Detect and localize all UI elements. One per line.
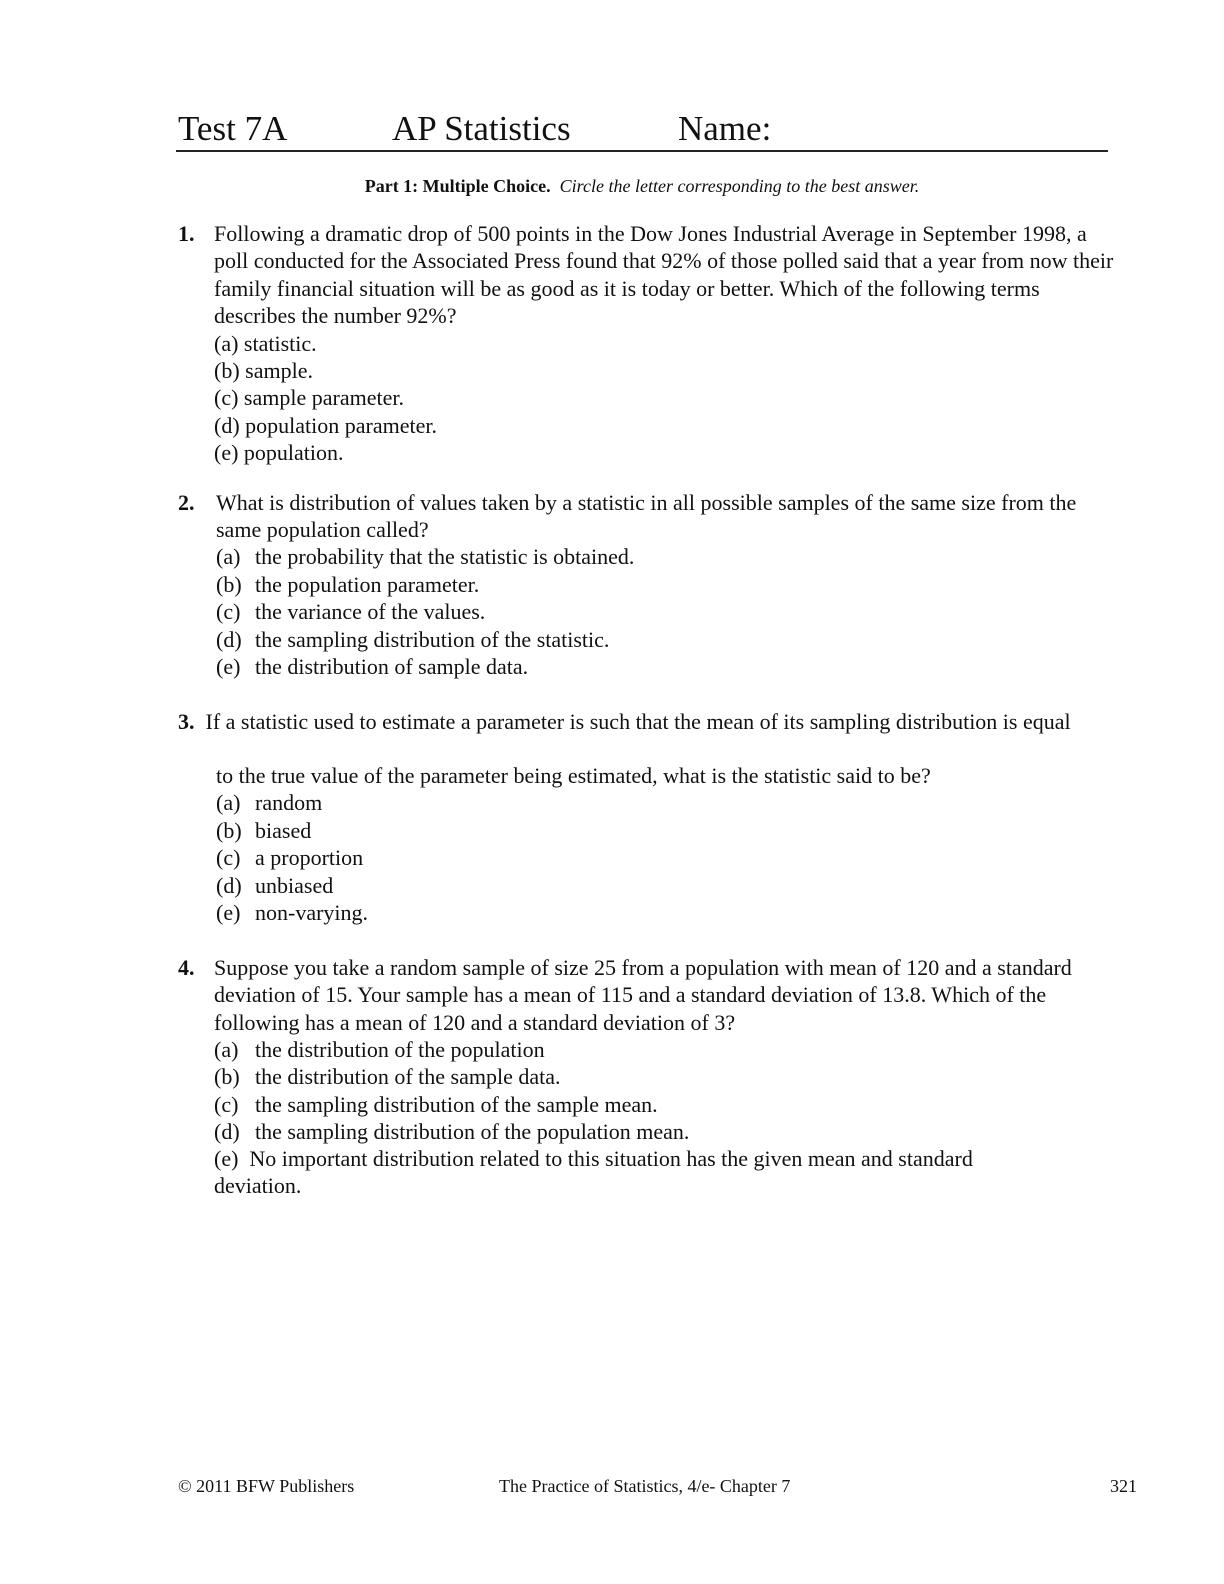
option-2c[interactable]	[216, 598, 485, 625]
option-4b[interactable]	[214, 1063, 561, 1090]
option-2d[interactable]	[216, 626, 609, 653]
option-letter: (d)	[214, 1119, 240, 1144]
option-letter: (b)	[214, 1064, 240, 1089]
page-number: 321	[1110, 1476, 1137, 1496]
option-text: the distribution of sample data.	[255, 654, 529, 679]
option-letter: (c)	[216, 599, 241, 624]
footer-book-title: The Practice of Statistics, 4/e- Chapter 7	[499, 1476, 791, 1496]
option-2e[interactable]	[216, 653, 528, 680]
option-text: biased	[255, 818, 312, 843]
option-text: non-varying.	[255, 900, 369, 925]
option-letter: (e)	[214, 440, 239, 465]
course-title: AP Statistics	[392, 109, 571, 148]
option-text: random	[255, 790, 323, 815]
question-number: 1.	[178, 221, 195, 246]
option-3d[interactable]	[216, 872, 333, 899]
question-text: Following a dramatic drop of 500 points in the Dow Jones Industrial Average in September 1998, a poll conducted for the Associated Press found that 92% of those polled said that a year from now their family financial situation will be as good as it is today or better. Which of the following terms describes the number 92%?	[214, 221, 1114, 329]
question-3-text-line2: to the true value of the parameter being estimated, what is the statistic said to be?	[216, 763, 931, 788]
option-text: population.	[243, 440, 344, 465]
option-4c[interactable]	[214, 1091, 658, 1118]
option-1d[interactable]	[214, 412, 437, 439]
option-text: the population parameter.	[255, 572, 480, 597]
option-1e[interactable]	[214, 439, 344, 466]
option-text: No important distribution related to this situation has the given mean and standard deviation.	[214, 1146, 973, 1199]
option-letter: (b)	[216, 572, 242, 597]
option-2a[interactable]	[216, 543, 634, 570]
option-letter: (b)	[216, 818, 242, 843]
option-text: sample.	[245, 358, 313, 383]
option-text: sample parameter.	[243, 385, 404, 410]
part-instructions	[0, 174, 1224, 198]
name-label: Name:	[678, 109, 772, 148]
option-letter: (a)	[216, 544, 241, 569]
option-text: the sampling distribution of the statistic.	[255, 627, 610, 652]
option-letter: (d)	[216, 873, 242, 898]
option-text: unbiased	[255, 873, 334, 898]
option-text: a proportion	[255, 845, 364, 870]
option-letter: (e)	[214, 1146, 239, 1171]
option-text: the distribution of the population	[255, 1037, 545, 1062]
part-label: Part 1: Multiple Choice.	[364, 176, 551, 196]
option-4d[interactable]	[214, 1118, 689, 1145]
option-3a[interactable]	[216, 789, 322, 816]
question-text-line1: If a statistic used to estimate a parameter is such that the mean of its sampling distribution is equal	[205, 709, 1071, 734]
option-1c[interactable]	[214, 384, 404, 411]
footer-copyright: © 2011 BFW Publishers	[178, 1476, 355, 1496]
option-letter: (c)	[214, 1092, 239, 1117]
question-number: 2.	[178, 490, 195, 515]
option-3e[interactable]	[216, 899, 368, 926]
option-1a[interactable]	[214, 330, 317, 357]
option-letter: (b)	[214, 358, 240, 383]
option-text: statistic.	[243, 331, 317, 356]
option-letter: (a)	[214, 331, 239, 356]
test-title: Test 7A	[178, 109, 288, 148]
option-text: the sampling distribution of the population mean.	[255, 1119, 690, 1144]
question-text: Suppose you take a random sample of size 25 from a population with mean of 120 and a standard deviation of 15. Your sample has a mean of 115 and a standard deviation of 13.8. Which of the following has a mean of 120 and a standard deviation of 3?	[214, 955, 1072, 1035]
option-4a[interactable]	[214, 1036, 545, 1063]
option-letter: (e)	[216, 900, 241, 925]
option-text: the sampling distribution of the sample mean.	[255, 1092, 658, 1117]
question-3	[178, 708, 1128, 735]
option-3c[interactable]	[216, 844, 363, 871]
option-text: the probability that the statistic is obtained.	[255, 544, 635, 569]
question-number: 4.	[178, 955, 195, 980]
test-header	[176, 108, 1108, 152]
option-letter: (a)	[216, 790, 241, 815]
option-letter: (e)	[216, 654, 241, 679]
option-letter: (a)	[214, 1037, 239, 1062]
option-4e[interactable]	[214, 1145, 1064, 1200]
question-number: 3.	[178, 709, 195, 734]
instruction-text: Circle the letter corresponding to the best answer.	[559, 176, 920, 196]
option-letter: (c)	[216, 845, 241, 870]
option-1b[interactable]	[214, 357, 313, 384]
option-3b[interactable]	[216, 817, 311, 844]
option-letter: (c)	[214, 385, 239, 410]
question-text: What is distribution of values taken by a statistic in all possible samples of the same size from the same population called?	[216, 490, 1077, 543]
option-letter: (d)	[214, 413, 240, 438]
option-letter: (d)	[216, 627, 242, 652]
option-text: the distribution of the sample data.	[255, 1064, 561, 1089]
option-2b[interactable]	[216, 571, 479, 598]
option-text: population parameter.	[245, 413, 437, 438]
option-text: the variance of the values.	[255, 599, 486, 624]
